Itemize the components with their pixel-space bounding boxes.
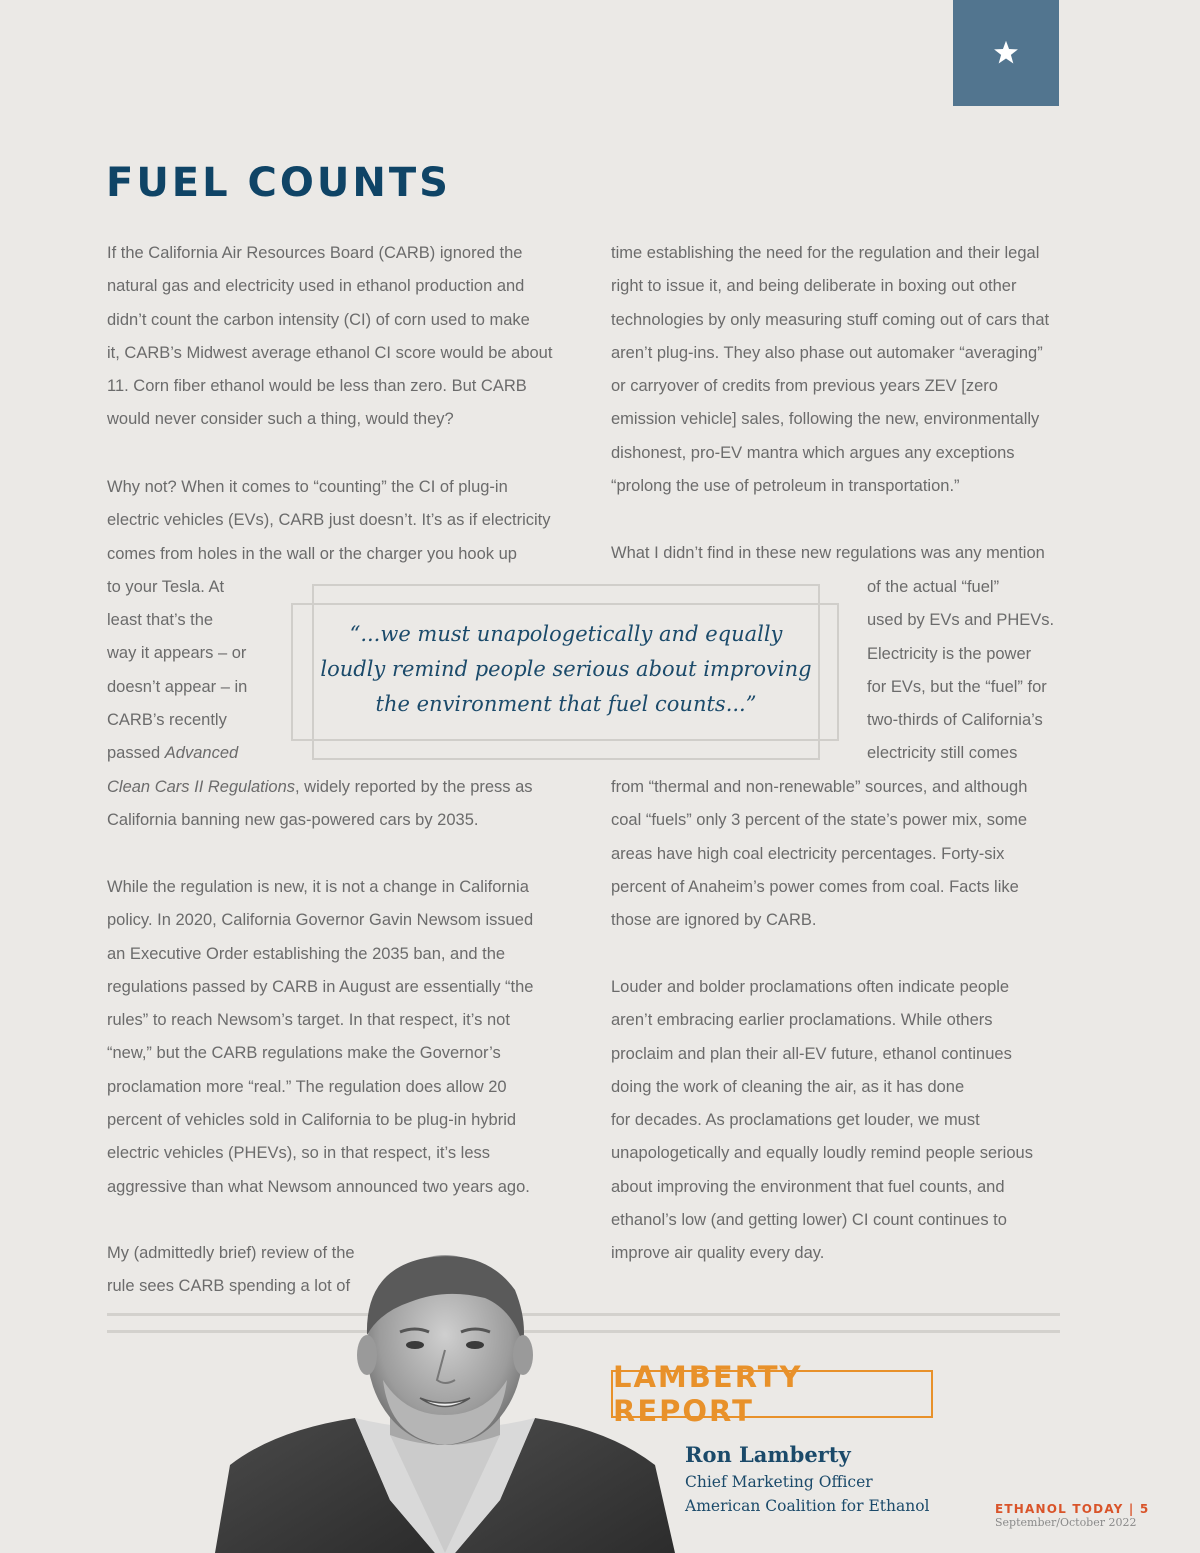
col1-paragraph-1: If the California Air Resources Board (CARB) ignored the natural gas and electricity used in ethanol production and didn’t count the carbon intensity (CI) of corn used to make it, CARB’s Midwest average ethanol CI score would be about 11. Corn fiber ethanol would be less than zero. But CARB would never consider such a thing, would they? [107, 244, 553, 429]
col2-paragraph-2-narrow: of the actual “fuel” used by EVs and PHEVs. Electricity is the power for EVs, but the “fuel” for two-thirds of California’s electricity still comes [867, 578, 1055, 763]
issue-date: September/October 2022 [995, 1516, 1137, 1529]
col2-paragraph-2-first: What I didn’t find in these new regulations was any mention [611, 544, 1045, 562]
author-title: Chief Marketing Officer [685, 1473, 873, 1491]
publication-page-number: ETHANOL TODAY | 5 [995, 1502, 1150, 1516]
col2-paragraph-2-rest: from “thermal and non-renewable” sources, and although coal “fuels” only 3 percent of the state’s power mix, some areas have high coal electricity percentages. Forty-six percent of Anaheim’s power comes from coal. Facts like those are ignored by CARB. [611, 778, 1028, 930]
col2-paragraph-3: Louder and bolder proclamations often indicate people aren’t embracing earlier proclamations. While others proclaim and plan their all-EV future, ethanol continues doing the work of cleaning the air, as it has done for decades. As proclamations get louder, we must unapologetically and equally loudly remind people serious about improving the environment that fuel counts, and ethanol’s low (and getting lower) CI count continues to improve air quality every day. [611, 978, 1033, 1263]
page-folio [995, 1502, 1149, 1529]
section-tab [953, 0, 1059, 106]
col2-paragraph-1: time establishing the need for the regulation and their legal right to issue it, and being deliberate in boxing out other technologies by only measuring stuff coming out of cars that aren’t plug-ins. They also phase out automaker “averaging” or carryover of credits from previous years ZEV [zero emission vehicle] sales, following the new, environmentally dishonest, pro-EV mantra which argues any exceptions “prolong the use of petroleum in transportation.” [611, 244, 1050, 496]
pullquote: “...we must unapologetically and equally loudly remind people serious about improving the environment that fuel counts...” [320, 622, 812, 716]
author-name: Ron Lamberty [685, 1442, 851, 1467]
star-icon [992, 39, 1020, 67]
author-org: American Coalition for Ethanol [685, 1497, 930, 1515]
col1-paragraph-2: Why not? When it comes to “counting” the CI of plug-in electric vehicles (EVs), CARB just doesn’t. It’s as if electricity comes from holes in the wall or the charger you hook up to your Tesla. At least that’s the way it appears – or doesn’t appear – in CARB’s recently passed Advanced Clean Cars II Regulations, widely reported by the press as California banning new gas-powered cars by 2035. [107, 478, 551, 829]
col1-paragraph-4: My (admittedly brief) review of the rule sees CARB spending a lot of [107, 1244, 355, 1296]
author-byline [685, 1440, 929, 1518]
col1-paragraph-3: While the regulation is new, it is not a change in California policy. In 2020, California Governor Gavin Newsom issued an Executive Order establishing the 2035 ban, and the regulations passed by CARB in August are essentially “the rules” to reach Newsom’s target. In that respect, it’s not “new,” but the CARB regulations make the Governor’s proclamation more “real.” The regulation does allow 20 percent of vehicles sold in California to be plug-in hybrid electric vehicles (PHEVs), so in that respect, it’s less aggressive than what Newsom announced two years ago. [107, 878, 534, 1196]
column-name-badge: LAMBERTY REPORT [611, 1370, 933, 1418]
article-title: FUEL COUNTS [106, 160, 451, 206]
